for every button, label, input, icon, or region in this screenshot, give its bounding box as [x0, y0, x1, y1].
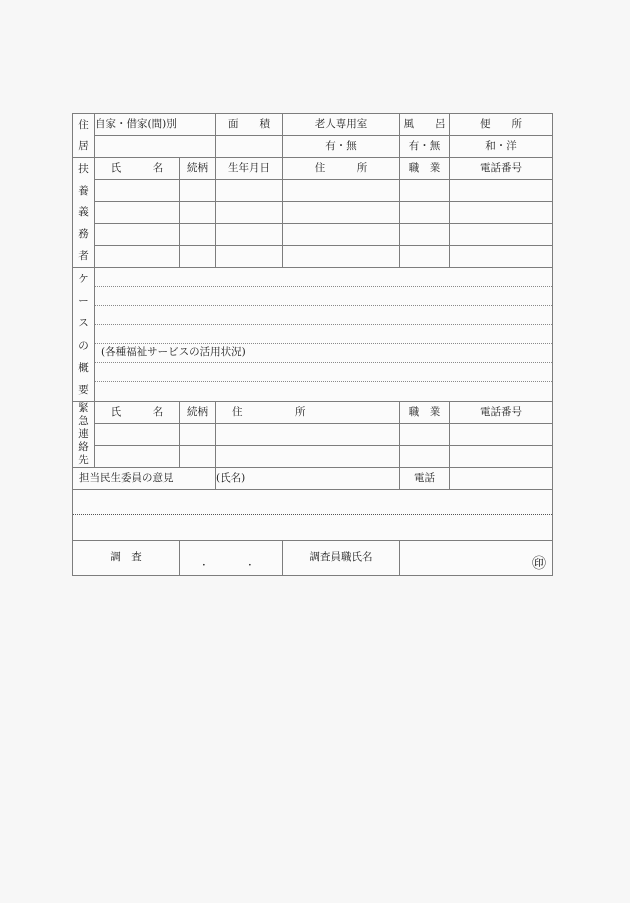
- field-survey-date[interactable]: [180, 541, 283, 576]
- field-toilet-value[interactable]: 和・洋: [450, 136, 553, 158]
- survey-row: [73, 541, 553, 576]
- cell-dependent-birthdate[interactable]: [216, 202, 283, 224]
- header-emergency-name: 氏 名: [95, 402, 180, 424]
- seal-icon: ㊞: [532, 556, 547, 572]
- rail-label-case-summary: [73, 268, 95, 402]
- rail-char: 居: [78, 140, 89, 153]
- commissioner-opinion-text-row: [73, 490, 553, 541]
- emergency-contact-header-row: [73, 402, 553, 424]
- header-emergency-relation: 続柄: [180, 402, 216, 424]
- cell-dependent-name[interactable]: [95, 246, 180, 268]
- commissioner-opinion-row: [73, 468, 553, 490]
- cell-emergency-address[interactable]: [216, 446, 400, 468]
- header-dependent-name: 氏 名: [95, 158, 180, 180]
- rail-char: 概: [78, 361, 89, 374]
- rail-char: の: [78, 339, 89, 352]
- cell-emergency-name[interactable]: [95, 424, 180, 446]
- cell-dependent-phone[interactable]: [450, 180, 553, 202]
- table-row: [73, 180, 553, 202]
- rail-char: 連: [78, 428, 89, 441]
- commissioner-opinion-writing-area[interactable]: [73, 490, 553, 541]
- case-summary-line[interactable]: [95, 268, 552, 287]
- header-area-text: 面 積: [228, 117, 271, 130]
- cell-emergency-name[interactable]: [95, 446, 180, 468]
- header-ownership: 自家・借家(間)別: [95, 114, 216, 136]
- header-emergency-address-text: 住 所: [232, 405, 306, 418]
- cell-dependent-occupation[interactable]: [400, 202, 450, 224]
- cell-emergency-address[interactable]: [216, 424, 400, 446]
- cell-dependent-birthdate[interactable]: [216, 246, 283, 268]
- header-dependent-birthdate: 生年月日: [216, 158, 283, 180]
- opinion-line[interactable]: [73, 515, 552, 540]
- rail-char: 緊: [78, 402, 89, 415]
- rail-char: 急: [78, 415, 89, 428]
- cell-dependent-relation[interactable]: [180, 180, 216, 202]
- cell-emergency-occupation[interactable]: [400, 446, 450, 468]
- cell-dependent-address[interactable]: [283, 224, 400, 246]
- cell-emergency-phone[interactable]: [450, 424, 553, 446]
- case-summary-line[interactable]: [95, 382, 552, 401]
- header-bath: 風 呂: [400, 114, 450, 136]
- header-dependent-phone: 電話番号: [450, 158, 553, 180]
- rail-char: 要: [78, 383, 89, 396]
- rail-char: 先: [78, 454, 89, 467]
- label-survey: [73, 541, 180, 576]
- rail-char: 務: [78, 228, 89, 241]
- header-emergency-address: [216, 402, 400, 424]
- cell-dependent-birthdate[interactable]: [216, 224, 283, 246]
- residence-header-row: [73, 114, 553, 136]
- rail-char: 養: [78, 184, 89, 197]
- cell-dependent-name[interactable]: [95, 202, 180, 224]
- cell-dependent-occupation[interactable]: [400, 180, 450, 202]
- case-summary-writing-area[interactable]: [95, 268, 553, 402]
- cell-dependent-address[interactable]: [283, 180, 400, 202]
- table-row: [73, 446, 553, 468]
- rail-char: 義: [78, 206, 89, 219]
- rail-char: 扶: [78, 162, 89, 175]
- label-commissioner-phone: 電話: [400, 468, 450, 490]
- cell-dependent-phone[interactable]: [450, 202, 553, 224]
- case-summary-line[interactable]: [95, 287, 552, 306]
- case-summary-line[interactable]: [95, 306, 552, 325]
- rail-char: 住: [78, 118, 89, 131]
- cell-dependent-occupation[interactable]: [400, 224, 450, 246]
- rail-label-emergency-contact: [73, 402, 95, 468]
- cell-dependent-phone[interactable]: [450, 246, 553, 268]
- cell-dependent-name[interactable]: [95, 180, 180, 202]
- header-dependent-address: 住 所: [283, 158, 400, 180]
- rail-char: ス: [78, 317, 89, 330]
- cell-emergency-relation[interactable]: [180, 424, 216, 446]
- case-summary-services-label: (各種福祉サービスの活用状況): [95, 344, 552, 363]
- header-elderly-room: 老人専用室: [283, 114, 400, 136]
- header-emergency-occupation: 職 業: [400, 402, 450, 424]
- case-summary-row: [73, 268, 553, 402]
- header-toilet: 便 所: [450, 114, 553, 136]
- table-row: [73, 246, 553, 268]
- field-area-value[interactable]: [216, 136, 283, 158]
- table-row: [73, 202, 553, 224]
- header-emergency-phone: 電話番号: [450, 402, 553, 424]
- field-commissioner-phone[interactable]: [450, 468, 553, 490]
- cell-emergency-occupation[interactable]: [400, 424, 450, 446]
- field-elderly-room-value[interactable]: 有・無: [283, 136, 400, 158]
- cell-dependent-relation[interactable]: [180, 246, 216, 268]
- rail-char: ケ: [78, 273, 89, 286]
- dependents-header-row: [73, 158, 553, 180]
- rail-label-dependents: [73, 158, 95, 268]
- cell-dependent-occupation[interactable]: [400, 246, 450, 268]
- cell-emergency-relation[interactable]: [180, 446, 216, 468]
- rail-char: 絡: [78, 441, 89, 454]
- cell-dependent-phone[interactable]: [450, 224, 553, 246]
- cell-dependent-relation[interactable]: [180, 224, 216, 246]
- case-summary-line[interactable]: [95, 325, 552, 344]
- field-bath-value[interactable]: 有・無: [400, 136, 450, 158]
- opinion-line[interactable]: [73, 490, 552, 515]
- residence-value-row: [73, 136, 553, 158]
- label-commissioner-opinion: [73, 468, 216, 490]
- cell-dependent-birthdate[interactable]: [216, 180, 283, 202]
- header-dependent-occupation: 職 業: [400, 158, 450, 180]
- rail-char: 者: [78, 250, 89, 263]
- field-investigator-name[interactable]: [400, 541, 553, 576]
- label-survey-text: 調 査: [110, 551, 142, 564]
- survey-date-dot-1: ．: [201, 553, 214, 568]
- field-ownership-value[interactable]: [95, 136, 216, 158]
- survey-date-dot-2: ．: [248, 553, 261, 568]
- rail-char: ー: [78, 295, 89, 308]
- header-dependent-relation: 続柄: [180, 158, 216, 180]
- label-investigator: 調査員職氏名: [283, 541, 400, 576]
- commissioner-name-label: (氏名): [216, 471, 246, 484]
- table-row: [73, 224, 553, 246]
- cell-dependent-address[interactable]: [283, 202, 400, 224]
- cell-dependent-address[interactable]: [283, 246, 400, 268]
- welfare-survey-form: [72, 113, 553, 576]
- table-row: [73, 424, 553, 446]
- field-commissioner-name[interactable]: [216, 468, 400, 490]
- cell-dependent-name[interactable]: [95, 224, 180, 246]
- case-summary-line[interactable]: [95, 363, 552, 382]
- header-area: [216, 114, 283, 136]
- label-commissioner-opinion-text: 担当民生委員の意見: [79, 471, 174, 484]
- cell-dependent-relation[interactable]: [180, 202, 216, 224]
- rail-label-residence: [73, 114, 95, 158]
- cell-emergency-phone[interactable]: [450, 446, 553, 468]
